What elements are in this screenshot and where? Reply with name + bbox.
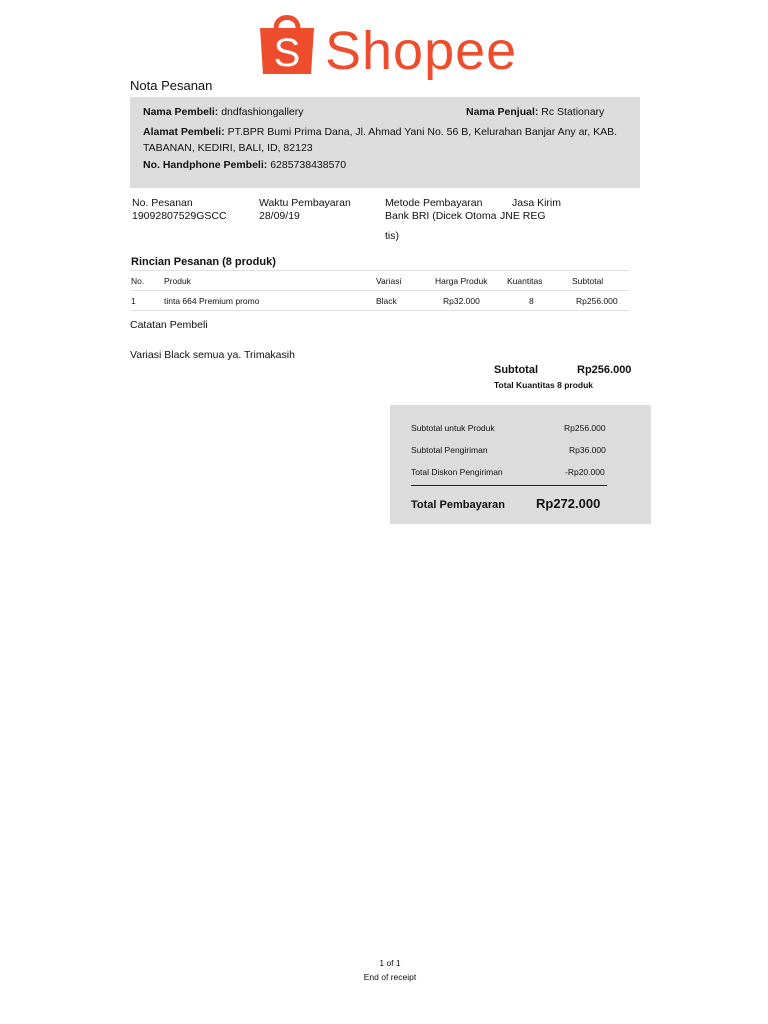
col-subtotal: Subtotal [572, 276, 604, 286]
shopee-logo [255, 12, 518, 81]
order-number: 19092807529GSCC [132, 210, 227, 222]
buyer-notes-label: Catatan Pembeli [130, 319, 208, 331]
table-bottom-rule [130, 310, 630, 311]
total-payment-label: Total Pembayaran [411, 499, 505, 511]
row-no: 1 [131, 296, 136, 306]
order-number-label: No. Pesanan [132, 197, 193, 209]
shopping-bag-icon [257, 12, 317, 74]
col-variation: Variasi [376, 276, 402, 286]
row-quantity: 8 [529, 296, 534, 306]
courier-label: Jasa Kirim [512, 197, 562, 209]
summary-discount-value: -Rp20.000 [565, 467, 605, 477]
payment-time: 28/09/19 [259, 210, 300, 222]
payment-summary-box [390, 405, 651, 524]
row-price: Rp32.000 [443, 296, 480, 306]
summary-shipping-value: Rp36.000 [569, 445, 606, 455]
row-variation: Black [376, 296, 397, 306]
buyer-address-label: Alamat Pembeli: [143, 126, 225, 138]
summary-product-value: Rp256.000 [564, 423, 606, 433]
logo-letter: S [273, 31, 301, 75]
total-payment-value: Rp272.000 [536, 496, 601, 511]
total-quantity: Total Kuantitas 8 produk [494, 380, 594, 390]
payment-method-label: Metode Pembayaran [385, 197, 483, 209]
buyer-name-line [143, 106, 304, 118]
table-top-rule [130, 270, 630, 271]
seller-name-label: Nama Penjual: [466, 106, 539, 118]
buyer-notes-text: Variasi Black semua ya. Trimakasih [130, 349, 295, 361]
buyer-address: PT.BPR Bumi Prima Dana, Jl. Ahmad Yani No. 56 B, Kelurahan Banjar Any ar, KAB. [227, 126, 618, 138]
document-title: Nota Pesanan [130, 78, 213, 93]
buyer-info-box [130, 97, 640, 188]
summary-discount-label: Total Diskon Pengiriman [411, 467, 503, 477]
end-of-receipt: End of receipt [363, 972, 417, 982]
table-header-rule [130, 290, 630, 291]
row-subtotal: Rp256.000 [576, 296, 618, 306]
summary-shipping-label: Subtotal Pengiriman [411, 445, 488, 455]
col-price: Harga Produk [435, 276, 488, 286]
seller-name-line [466, 106, 604, 118]
buyer-name: dndfashiongallery [221, 106, 304, 118]
courier: JNE REG [500, 210, 546, 222]
payment-method-continued: tis) [385, 230, 399, 242]
seller-name: Rc Stationary [541, 106, 605, 118]
subtotal-label: Subtotal [494, 364, 538, 376]
summary-product-label: Subtotal untuk Produk [411, 423, 495, 433]
order-details-title: Rincian Pesanan (8 produk) [131, 256, 276, 268]
payment-time-label: Waktu Pembayaran [259, 197, 351, 209]
buyer-phone-label: No. Handphone Pembeli: [143, 159, 268, 171]
summary-divider [411, 485, 607, 486]
logo-wordmark: Shopee [325, 21, 518, 81]
row-product: tinta 664 Premium promo [164, 296, 260, 306]
col-product: Produk [164, 276, 191, 286]
buyer-address-line1 [143, 126, 617, 138]
col-no: No. [131, 276, 145, 286]
buyer-phone-line [143, 159, 346, 171]
buyer-name-label: Nama Pembeli: [143, 106, 219, 118]
col-quantity: Kuantitas [507, 276, 543, 286]
buyer-phone: 6285738438570 [270, 159, 347, 171]
subtotal-value: Rp256.000 [577, 364, 632, 376]
buyer-address-line2: TABANAN, KEDIRI, BALI, ID, 82123 [143, 142, 313, 154]
page-count: 1 of 1 [379, 958, 401, 968]
payment-method: Bank BRI (Dicek Otoma [385, 210, 497, 222]
